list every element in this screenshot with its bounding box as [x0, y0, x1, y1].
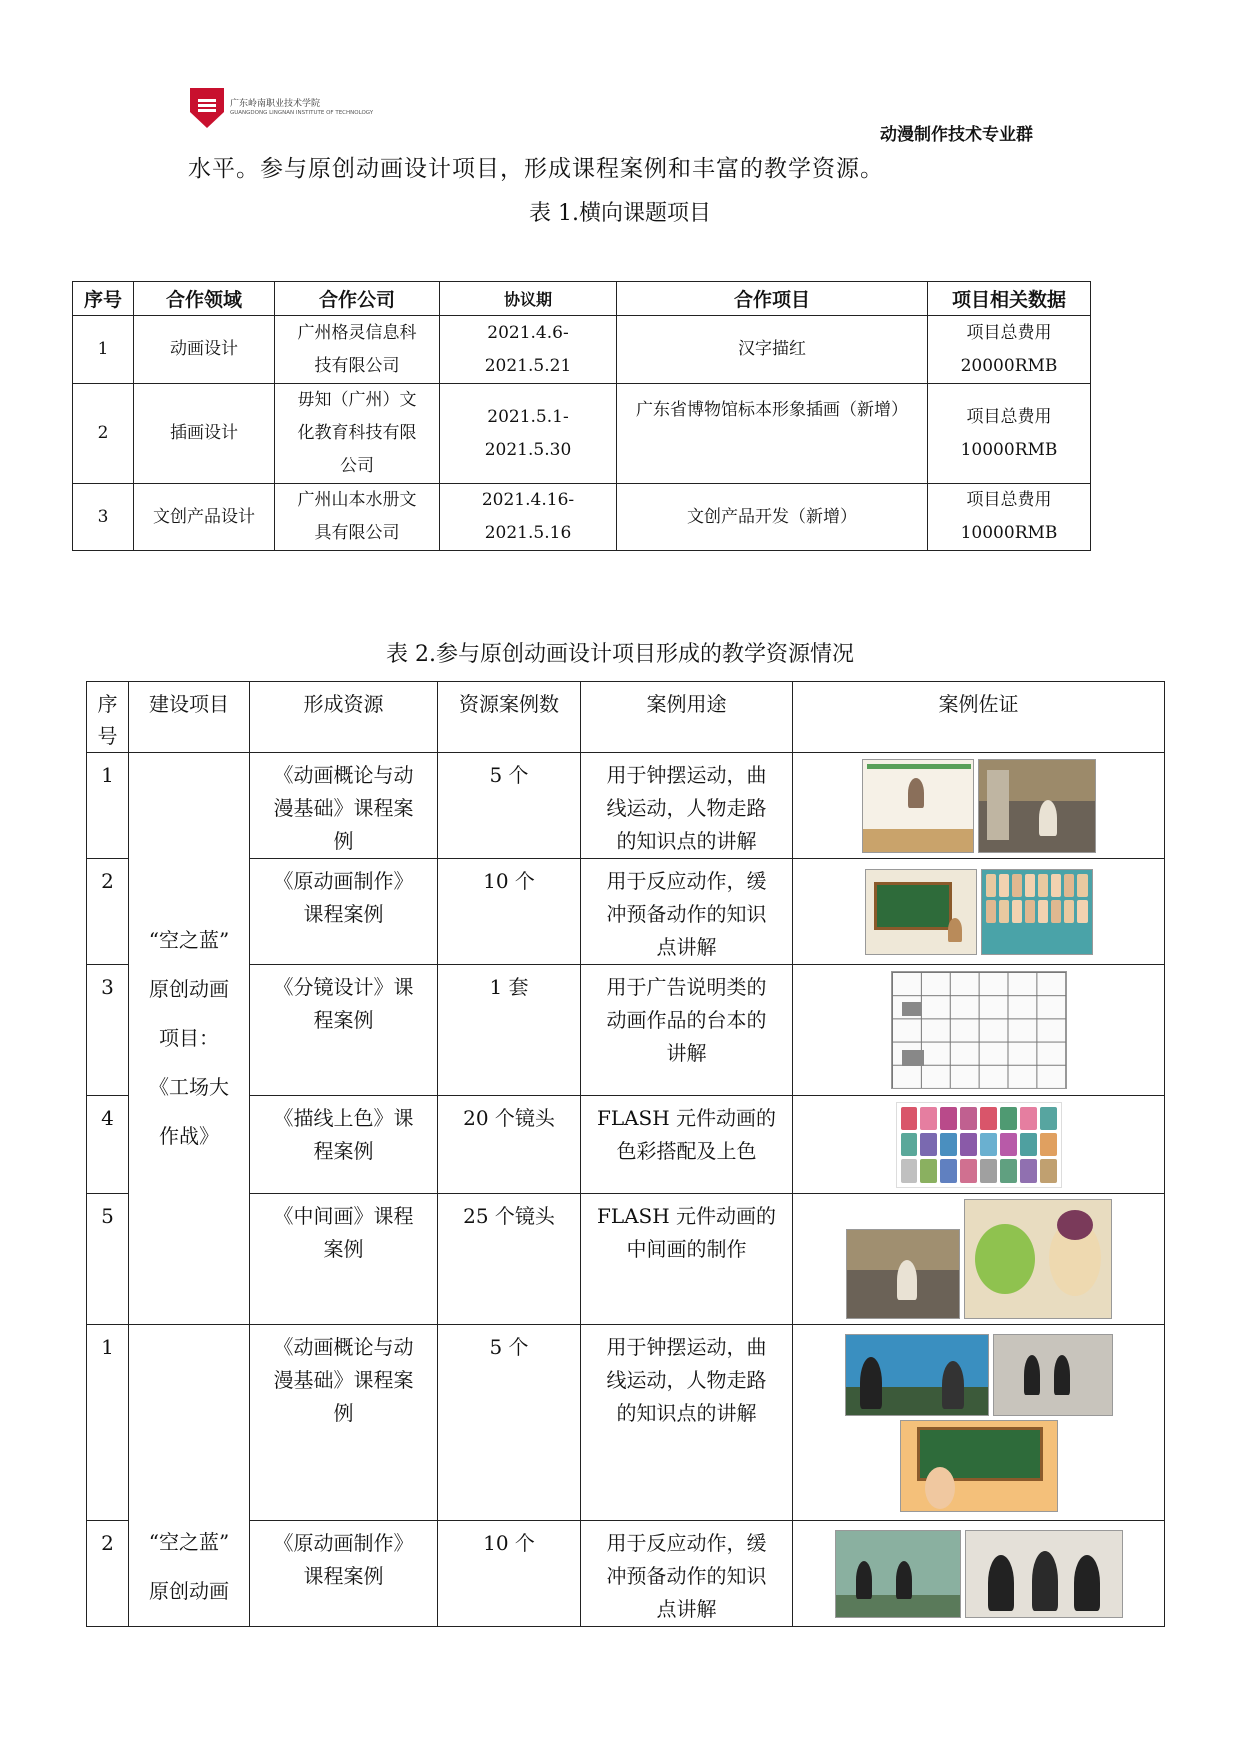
column-header: 项目相关数据: [928, 282, 1091, 316]
project-cell: 广东省博物馆标本形象插画（新增）: [617, 384, 928, 484]
animation-screenshot: [981, 869, 1093, 955]
data-cell: 项目总费用 10000RMB: [928, 384, 1091, 484]
usage-cell: FLASH 元件动画的 色彩搭配及上色: [581, 1096, 793, 1194]
data-cell: 项目总费用 10000RMB: [928, 484, 1091, 551]
group-name: 动漫制作技术专业群: [880, 125, 1033, 145]
count-cell: 1 套: [438, 965, 581, 1096]
usage-cell: 用于广告说明类的 动画作品的台本的 讲解: [581, 965, 793, 1096]
animation-screenshot: [978, 759, 1096, 853]
resource-cell: 《原动画制作》 课程案例: [250, 859, 438, 965]
storyboard-sheet: [891, 971, 1067, 1089]
field-cell: 动画设计: [134, 316, 275, 384]
column-header-seq: 序 号: [87, 682, 129, 753]
table-row: [73, 484, 1091, 551]
project-cell: 汉字描红: [617, 316, 928, 384]
company-cell: 广州格灵信息科 技有限公司: [275, 316, 440, 384]
table-header-row: [87, 682, 1165, 753]
row-number: 1: [87, 753, 129, 859]
usage-cell: 用于钟摆运动，曲 线运动，人物走路 的知识点的讲解: [581, 1325, 793, 1521]
row-number: 2: [87, 1521, 129, 1627]
evidence-cell: [793, 1194, 1165, 1325]
row-number: 3: [87, 965, 129, 1096]
table2-caption: 表 2.参与原创动画设计项目形成的教学资源情况: [386, 642, 854, 667]
project-cell: 文创产品开发（新增）: [617, 484, 928, 551]
period-cell: 2021.4.16- 2021.5.16: [440, 484, 617, 551]
period-cell: 2021.5.1- 2021.5.30: [440, 384, 617, 484]
column-header: 合作项目: [617, 282, 928, 316]
field-cell: 文创产品设计: [134, 484, 275, 551]
horizontal-projects-table: [72, 281, 1091, 551]
evidence-cell: [793, 753, 1165, 859]
intro-paragraph: 水平。参与原创动画设计项目，形成课程案例和丰富的教学资源。: [188, 156, 884, 182]
column-header: 合作公司: [275, 282, 440, 316]
row-number: 2: [73, 384, 134, 484]
data-cell: 项目总费用 20000RMB: [928, 316, 1091, 384]
count-cell: 5 个: [438, 753, 581, 859]
usage-cell: 用于反应动作，缓 冲预备动作的知识 点讲解: [581, 859, 793, 965]
column-header: 协议期: [440, 282, 617, 316]
column-header: 序号: [73, 282, 134, 316]
resource-cell: 《中间画》课程 案例: [250, 1194, 438, 1325]
count-cell: 20 个镜头: [438, 1096, 581, 1194]
resource-cell: 《动画概论与动 漫基础》课程案 例: [250, 1325, 438, 1521]
field-cell: 插画设计: [134, 384, 275, 484]
logo-chinese-name: 广东岭南职业技术学院: [230, 99, 321, 110]
project-name-cell: “空之蓝” 原创动画: [129, 1325, 250, 1627]
animation-screenshot: [835, 1530, 961, 1618]
animation-screenshot: [965, 1530, 1123, 1618]
row-number: 5: [87, 1194, 129, 1325]
column-header: 案例用途: [581, 682, 793, 753]
table-row: [87, 1325, 1165, 1521]
column-header: 形成资源: [250, 682, 438, 753]
row-number: 2: [87, 859, 129, 965]
project-name-cell: “空之蓝” 原创动画 项目： 《工场大 作战》: [129, 753, 250, 1325]
company-cell: 毋知（广州）文 化教育科技有限 公司: [275, 384, 440, 484]
evidence-cell: [793, 1096, 1165, 1194]
usage-cell: 用于反应动作，缓 冲预备动作的知识 点讲解: [581, 1521, 793, 1627]
animation-screenshot: [845, 1334, 989, 1416]
resource-cell: 《分镜设计》课 程案例: [250, 965, 438, 1096]
school-logo: [190, 88, 373, 128]
table-row: [87, 753, 1165, 859]
animation-screenshot: [865, 869, 977, 955]
table-row: [73, 316, 1091, 384]
table-header-row: [73, 282, 1091, 316]
table-row: [73, 384, 1091, 484]
count-cell: 5 个: [438, 1325, 581, 1521]
column-header: 合作领域: [134, 282, 275, 316]
animation-screenshot: [993, 1334, 1113, 1416]
company-cell: 广州山本水册文 具有限公司: [275, 484, 440, 551]
count-cell: 10 个: [438, 859, 581, 965]
animation-screenshot: [964, 1199, 1112, 1319]
evidence-cell: [793, 1325, 1165, 1521]
usage-cell: 用于钟摆运动，曲 线运动，人物走路 的知识点的讲解: [581, 753, 793, 859]
shield-logo-icon: [190, 88, 224, 128]
row-number: 3: [73, 484, 134, 551]
evidence-cell: [793, 1521, 1165, 1627]
count-cell: 10 个: [438, 1521, 581, 1627]
row-number: 4: [87, 1096, 129, 1194]
animation-screenshot: [846, 1229, 960, 1319]
usage-cell: FLASH 元件动画的 中间画的制作: [581, 1194, 793, 1325]
row-number: 1: [73, 316, 134, 384]
evidence-cell: [793, 859, 1165, 965]
animation-screenshot: [900, 1420, 1058, 1512]
resource-cell: 《原动画制作》 课程案例: [250, 1521, 438, 1627]
resource-cell: 《描线上色》课 程案例: [250, 1096, 438, 1194]
period-cell: 2021.4.6- 2021.5.21: [440, 316, 617, 384]
logo-english-name: GUANGDONG LINGNAN INSTITUTE OF TECHNOLOGY: [230, 110, 374, 117]
resource-cell: 《动画概论与动 漫基础》课程案 例: [250, 753, 438, 859]
column-header: 案例佐证: [793, 682, 1165, 753]
column-header: 资源案例数: [438, 682, 581, 753]
table1-caption: 表 1.横向课题项目: [529, 201, 711, 226]
count-cell: 25 个镜头: [438, 1194, 581, 1325]
color-swatch-sheet: [896, 1102, 1062, 1188]
row-number: 1: [87, 1325, 129, 1521]
teaching-resources-table: [86, 681, 1165, 1627]
animation-screenshot: [862, 759, 974, 853]
column-header: 建设项目: [129, 682, 250, 753]
evidence-cell: [793, 965, 1165, 1096]
